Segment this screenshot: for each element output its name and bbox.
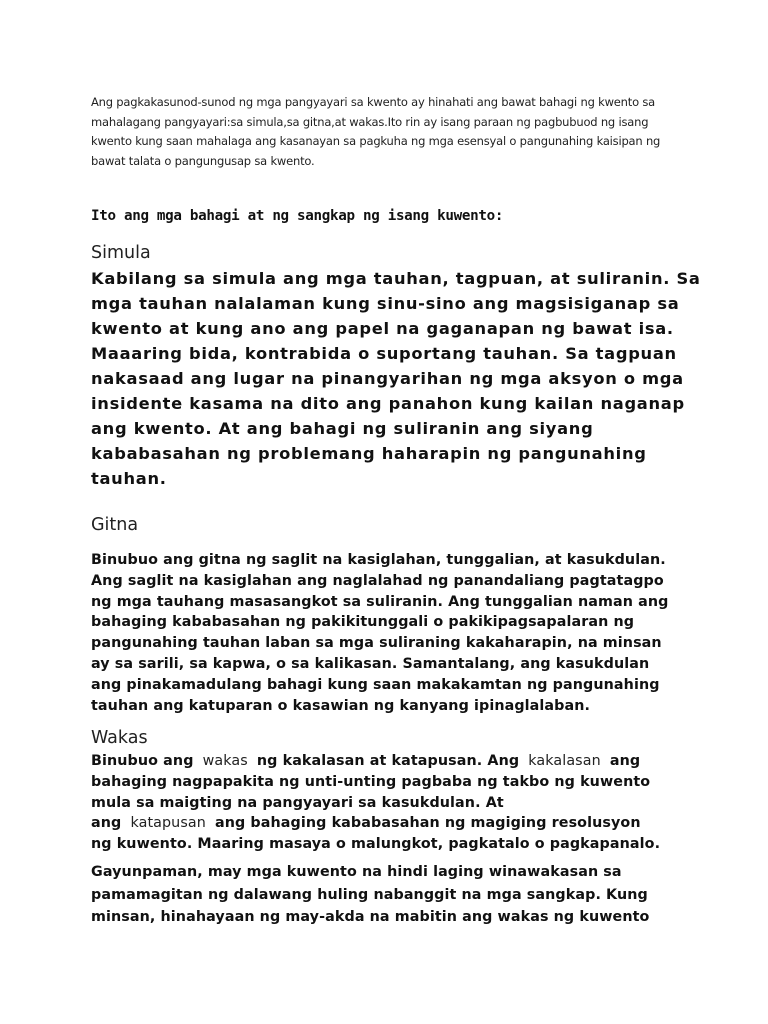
- wakas-paragraph: [91, 751, 691, 855]
- wakas-text: Binubuo ang: [91, 753, 194, 769]
- gitna-line: bahaging kababasahan ng pakikitunggali o pakikipagsapalaran ng: [91, 614, 635, 631]
- simula-line: tauhan.: [91, 469, 167, 488]
- gitna-paragraph: [91, 550, 691, 716]
- wakas-text: ang bahaging kababasahan ng magiging resolusyon: [215, 815, 641, 832]
- intro-line: kwento kung saan mahalaga ang kasanayan sa pagkuha ng mga esensyal o pangunahing kaisipan ng: [91, 134, 661, 148]
- wakas-line: [91, 813, 691, 834]
- lead-sentence: Ito ang mga bahagi at ng sangkap ng isang kuwento:: [91, 208, 504, 224]
- gitna-line: ang pinakamadulang bahagi kung saan makakamtan ng pangunahing: [91, 676, 660, 693]
- simula-line: kababasahan ng problemang haharapin ng pangunahing: [91, 444, 647, 463]
- simula-line: nakasaad ang lugar na pinangyarihan ng mga aksyon o mga: [91, 369, 684, 388]
- term-kakalasan: kakalasan: [528, 753, 601, 769]
- heading-simula: Simula: [91, 243, 151, 263]
- heading-wakas: Wakas: [91, 728, 148, 748]
- closing-line: pamamagitan ng dalawang huling nabanggit na mga sangkap. Kung: [91, 886, 648, 903]
- closing-line: Gayunpaman, may mga kuwento na hindi laging winawakasan sa: [91, 864, 622, 880]
- closing-paragraph: [91, 861, 691, 929]
- simula-line: Kabilang sa simula ang mga tauhan, tagpuan, at suliranin. Sa: [91, 269, 701, 288]
- wakas-line: bahaging nagpapakita ng unti-unting pagbaba ng takbo ng kuwento: [91, 773, 651, 790]
- wakas-text: ang: [609, 753, 641, 769]
- wakas-line: ng kuwento. Maaring masaya o malungkot, pagkatalo o pagkapanalo.: [91, 836, 661, 853]
- simula-line: Maaaring bida, kontrabida o suportang tauhan. Sa tagpuan: [91, 344, 677, 363]
- wakas-text: ang: [91, 815, 122, 832]
- gitna-line: pangunahing tauhan laban sa mga suliraning kakaharapin, na minsan: [91, 635, 662, 652]
- intro-paragraph: [91, 93, 691, 171]
- simula-paragraph: [91, 266, 701, 491]
- closing-line: minsan, hinahayaan ng may-akda na mabitin ang wakas ng kuwento: [91, 909, 650, 925]
- intro-line: mahalagang pangyayari:sa simula,sa gitna,at wakas.Ito rin ay isang paraan ng pagbubuod ng isang: [91, 114, 649, 129]
- term-wakas: wakas: [202, 753, 248, 769]
- term-katapusan: katapusan: [130, 815, 206, 832]
- wakas-line: [91, 751, 691, 772]
- heading-gitna: Gitna: [91, 515, 139, 535]
- gitna-line: ng mga tauhang masasangkot sa suliranin. Ang tunggalian naman ang: [91, 593, 669, 610]
- wakas-text: ng kakalasan at katapusan. Ang: [256, 753, 520, 769]
- simula-line: insidente kasama na dito ang panahon kung kailan naganap: [91, 394, 685, 413]
- gitna-line: tauhan ang katuparan o kasawian ng kanyang ipinaglalaban.: [91, 697, 591, 714]
- simula-line: kwento at kung ano ang papel na gaganapan ng bawat isa.: [91, 319, 674, 338]
- gitna-line: Binubuo ang gitna ng saglit na kasiglahan, tunggalian, at kasukdulan.: [91, 552, 666, 568]
- wakas-line: mula sa maigting na pangyayari sa kasukdulan. At: [91, 794, 504, 811]
- gitna-line: ay sa sarili, sa kapwa, o sa kalikasan. Samantalang, ang kasukdulan: [91, 655, 650, 672]
- gitna-line: Ang saglit na kasiglahan ang naglalahad ng panandaliang pagtatagpo: [91, 572, 664, 589]
- simula-line: mga tauhan nalalaman kung sinu-sino ang magsisiganap sa: [91, 294, 680, 313]
- simula-line: ang kwento. At ang bahagi ng suliranin ang siyang: [91, 419, 594, 438]
- intro-line: bawat talata o pangungusap sa kwento.: [91, 153, 315, 168]
- intro-line: Ang pagkakasunod-sunod ng mga pangyayari sa kwento ay hinahati ang bawat bahagi ng kwento sa: [91, 95, 655, 109]
